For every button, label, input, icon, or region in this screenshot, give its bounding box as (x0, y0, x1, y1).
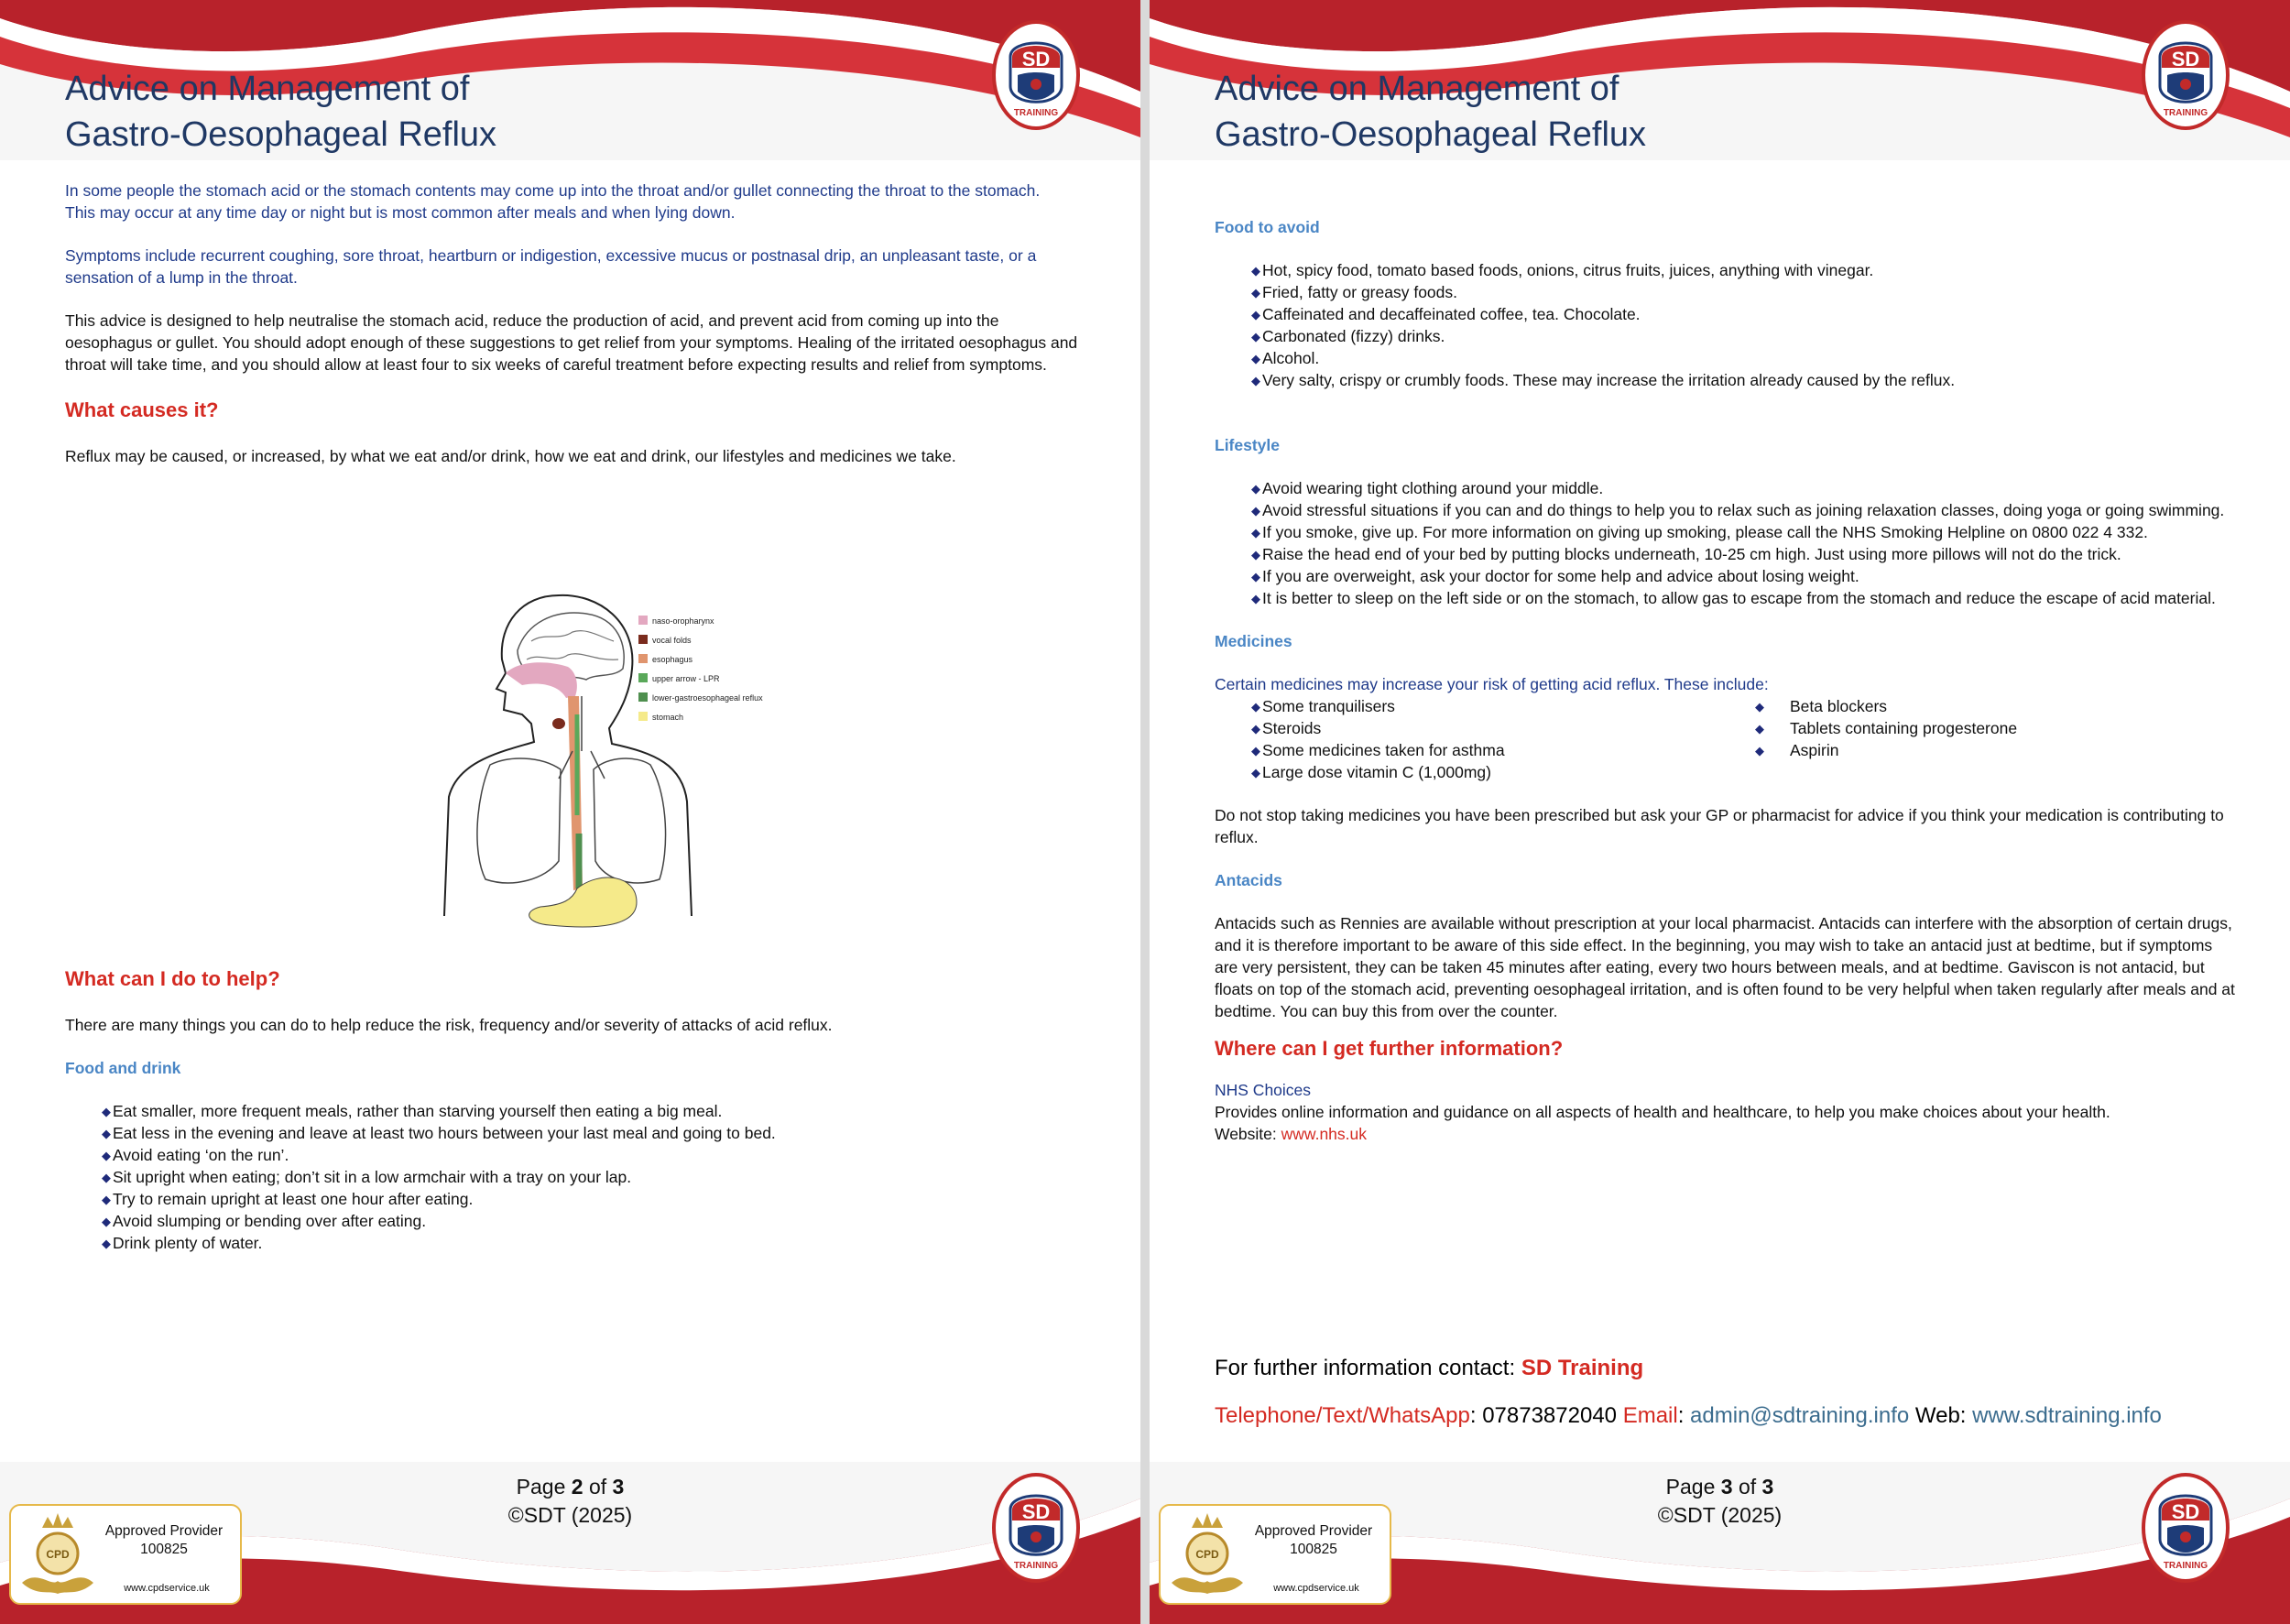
reflux-anatomy-diagram (440, 586, 788, 930)
legend-esophagus: esophagus (652, 655, 693, 664)
list-item: ◆ Sit upright when eating; don’t sit in a low armchair with a tray on your lap. (65, 1166, 1082, 1188)
list-item: ◆ Hot, spicy food, tomato based foods, onions, citrus fruits, juices, anything with vinegar. (1215, 259, 2236, 281)
medicines-list-col2 (1755, 695, 2017, 783)
page-number: Page 2 of 3 (516, 1475, 625, 1499)
advice-paragraph: This advice is designed to help neutralise the stomach acid, reduce the production of acid, and prevent acid from coming up into the oesophagus or gullet. You should adopt enough of these suggestions to get relief from your symptoms. Healing of the irritated oesophagus and throat will take time, and you should allow at least four to six weeks of careful treatment before expecting results and relief from symptoms. (65, 311, 1078, 374)
list-item: ◆ Raise the head end of your bed by putting blocks underneath, 10-25 cm high. Just using more pillows will not do the trick. (1215, 543, 2236, 565)
lifestyle-list (1215, 477, 2236, 609)
intro-paragraph: In some people the stomach acid or the stomach contents may come up into the throat and/or gullet connecting the throat to the stomach. This may occur at any time day or night but is most common after meals and when lying down. (65, 181, 1041, 222)
cpd-approved-provider-badge: CPD Approved Provider 100825 www.cpdservice.uk (9, 1504, 242, 1605)
document-title: Advice on Management of Gastro-Oesophageal Reflux (65, 70, 497, 154)
help-heading: What can I do to help? (65, 967, 280, 990)
legend-vocal-folds: vocal folds (652, 636, 692, 645)
list-item: ◆ Tablets containing progesterone (1755, 717, 2017, 739)
list-item: ◆ Avoid slumping or bending over after eating. (65, 1210, 1082, 1232)
nhs-website: Website: www.nhs.uk (1215, 1125, 1368, 1143)
nhs-description: Provides online information and guidance on all aspects of health and healthcare, to help you make choices about your health. (1215, 1103, 2110, 1121)
cpd-crest-icon (15, 1510, 101, 1601)
page-footer (1150, 1462, 2290, 1624)
symptoms-paragraph: Symptoms include recurrent coughing, sore throat, heartburn or indigestion, excessive mucus or postnasal drip, an unpleasant taste, or a sensation of a lump in the throat. (65, 246, 1037, 287)
document-title: Advice on Management of Gastro-Oesophageal Reflux (1215, 70, 1647, 154)
food-drink-list (65, 1100, 1082, 1254)
sd-training-logo (2142, 20, 2230, 130)
antacids-heading: Antacids (1215, 871, 1282, 889)
lifestyle-heading: Lifestyle (1215, 436, 1280, 454)
page-footer (0, 1462, 1140, 1624)
svg-text:TRAINING: TRAINING (2163, 108, 2208, 118)
cpd-url: www.cpdservice.uk (124, 1583, 210, 1594)
medicines-list-col1 (1215, 695, 1755, 783)
cpd-approved-provider-badge: CPD Approved Provider 100825 www.cpdservice.uk (1159, 1504, 1391, 1605)
svg-text:CPD: CPD (46, 1548, 70, 1561)
contact-line: For further information contact: SD Training (1215, 1356, 1644, 1380)
svg-text:TRAINING: TRAINING (1013, 1561, 1059, 1571)
causes-paragraph: Reflux may be caused, or increased, by what we eat and/or drink, how we eat and drink, our lifestyles and medicines we take. (65, 447, 956, 465)
list-item: ◆ Some tranquilisers (1215, 695, 1755, 717)
further-info-heading: Where can I get further information? (1215, 1037, 1564, 1060)
list-item: ◆ If you smoke, give up. For more information on giving up smoking, please call the NHS Smoking Helpline on 0800 022 4 332. (1215, 521, 2236, 543)
list-item: ◆ Fried, fatty or greasy foods. (1215, 281, 2236, 303)
page-3 (1150, 0, 2290, 1624)
nhs-title: NHS Choices (1215, 1081, 1312, 1099)
medicines-note: Do not stop taking medicines you have been prescribed but ask your GP or pharmacist for advice if you think your medication is contributing to reflux. (1215, 806, 2224, 846)
food-drink-heading: Food and drink (65, 1059, 181, 1077)
list-item: ◆ Aspirin (1755, 739, 2017, 761)
food-avoid-heading: Food to avoid (1215, 218, 1320, 236)
causes-heading: What causes it? (65, 398, 219, 421)
page-2-body (65, 180, 1082, 488)
legend-upper-arrow: upper arrow - LPR (652, 674, 720, 683)
svg-text:CPD: CPD (1195, 1548, 1219, 1561)
list-item: ◆ If you are overweight, ask your doctor for some help and advice about losing weight. (1215, 565, 2236, 587)
list-item: ◆ Beta blockers (1755, 695, 2017, 717)
page-3-body (1215, 216, 2236, 1145)
contact-details: Telephone/Text/WhatsApp: 07873872040 Email: admin@sdtraining.info Web: www.sdtraining.info (1215, 1403, 2162, 1428)
list-item: ◆ Eat less in the evening and leave at least two hours between your last meal and going to bed. (65, 1122, 1082, 1144)
list-item: ◆ Carbonated (fizzy) drinks. (1215, 325, 2236, 347)
page-number: Page 3 of 3 (1665, 1475, 1774, 1499)
phone-number: 07873872040 (1482, 1403, 1618, 1428)
svg-text:TRAINING: TRAINING (2163, 1561, 2208, 1571)
page-2 (0, 0, 1140, 1624)
medicines-intro: Certain medicines may increase your risk of getting acid reflux. These include: (1215, 675, 1769, 693)
antacids-paragraph: Antacids such as Rennies are available without prescription at your local pharmacist. Antacids can interfere with the absorption of certain drugs, and it is therefore important to be aware of this side effect. In the beginning, you may wish to take an antacid just at bedtime, but if symptoms are very persistent, they can be taken 45 minutes after eating, every two hours between meals, and at bedtime. Gaviscon is not antacid, but floats on top of the stomach acid, preventing oesophageal irritation, and is often found to be very helpful when taken regularly after meals and at bedtime. You can buy this from over the counter. (1215, 914, 2235, 1020)
food-avoid-list (1215, 259, 2236, 391)
legend-naso-oropharynx: naso-oropharynx (652, 616, 714, 626)
medicines-lists (1215, 695, 2236, 783)
help-paragraph: There are many things you can do to help reduce the risk, frequency and/or severity of attacks of acid reflux. (65, 1016, 833, 1034)
cpd-crest-icon (1164, 1510, 1250, 1601)
legend-stomach: stomach (652, 713, 684, 722)
legend-lower-reflux: lower-gastroesophageal reflux (652, 693, 763, 703)
sd-training-logo (2142, 1473, 2230, 1583)
nhs-website-link[interactable]: www.nhs.uk (1281, 1125, 1368, 1143)
list-item: ◆ Eat smaller, more frequent meals, rather than starving yourself then eating a big meal. (65, 1100, 1082, 1122)
sd-training-logo (992, 1473, 1080, 1583)
logo-text: TRAINING (1013, 108, 1059, 118)
medicines-heading: Medicines (1215, 632, 1292, 650)
list-item: ◆ Avoid wearing tight clothing around your middle. (1215, 477, 2236, 499)
copyright: ©SDT (2025) (507, 1503, 633, 1527)
list-item: ◆ It is better to sleep on the left side or on the stomach, to allow gas to escape from the stomach and reduce the escape of acid material. (1215, 587, 2236, 609)
sd-training-logo (992, 20, 1080, 130)
list-item: ◆ Some medicines taken for asthma (1215, 739, 1755, 761)
copyright: ©SDT (2025) (1657, 1503, 1783, 1527)
list-item: ◆ Alcohol. (1215, 347, 2236, 369)
email-link[interactable]: admin@sdtraining.info (1690, 1403, 1910, 1428)
list-item: ◆ Large dose vitamin C (1,000mg) (1215, 761, 1755, 783)
list-item: ◆ Avoid eating ‘on the run’. (65, 1144, 1082, 1166)
list-item: ◆ Try to remain upright at least one hour after eating. (65, 1188, 1082, 1210)
page-header (0, 0, 1140, 160)
list-item: ◆ Steroids (1215, 717, 1755, 739)
web-link[interactable]: www.sdtraining.info (1972, 1403, 2162, 1428)
list-item: ◆ Avoid stressful situations if you can and do things to help you to relax such as joining relaxation classes, doing yoga or going swimming. (1215, 499, 2236, 521)
cpd-url: www.cpdservice.uk (1273, 1583, 1359, 1594)
list-item: ◆ Drink plenty of water. (65, 1232, 1082, 1254)
page-2-help-section (65, 965, 1082, 1254)
list-item: ◆ Very salty, crispy or crumbly foods. These may increase the irritation already caused by the reflux. (1215, 369, 2236, 391)
page-header (1150, 0, 2290, 160)
list-item: ◆ Caffeinated and decaffeinated coffee, tea. Chocolate. (1215, 303, 2236, 325)
